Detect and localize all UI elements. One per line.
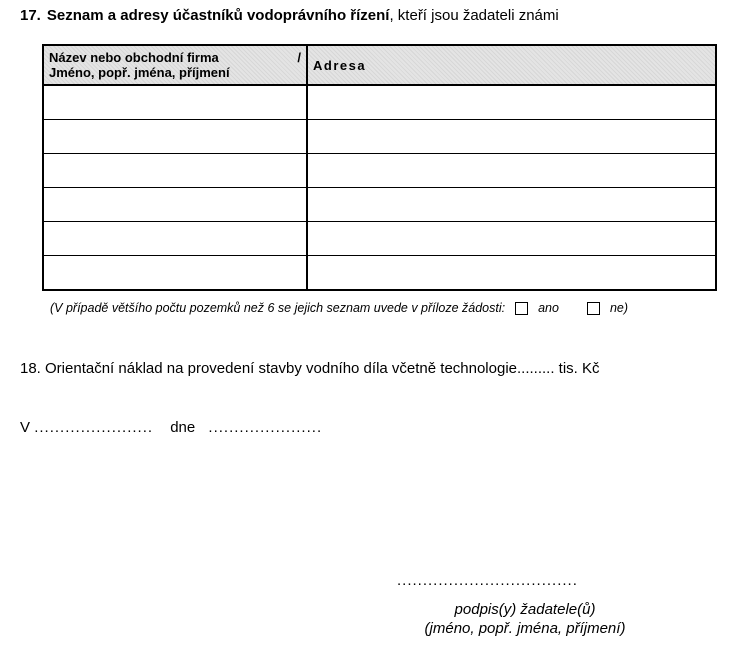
column-header-address: Adresa bbox=[307, 45, 716, 85]
no-checkbox[interactable] bbox=[587, 302, 600, 315]
date-field[interactable]: ...................... bbox=[208, 419, 323, 436]
section-number: 17. bbox=[20, 7, 41, 24]
cost-unit: tis. Kč bbox=[554, 360, 600, 377]
section-title-rest: , kteří jsou žadateli známi bbox=[389, 7, 559, 24]
date-prefix: dne bbox=[170, 419, 196, 436]
name-cell[interactable] bbox=[43, 85, 307, 120]
column-header-name-line1: Název nebo obchodní firma bbox=[49, 50, 219, 65]
cost-label: 18. Orientační náklad na provedení stavby vodního díla včetně technologie bbox=[20, 360, 517, 377]
address-cell[interactable] bbox=[307, 188, 716, 222]
signature-caption bbox=[390, 600, 660, 638]
attachment-note-text: (V případě většího počtu pozemků než 6 se jejich seznam uvede v příloze žádosti: bbox=[50, 301, 506, 315]
column-header-name-line2: Jméno, popř. jména, příjmení bbox=[49, 65, 230, 80]
address-cell[interactable] bbox=[307, 256, 716, 291]
signature-field[interactable]: ................................... bbox=[397, 572, 578, 589]
address-cell[interactable] bbox=[307, 85, 716, 120]
section-17-heading bbox=[20, 7, 559, 24]
name-cell[interactable] bbox=[43, 120, 307, 154]
place-date-line bbox=[20, 419, 322, 436]
name-cell[interactable] bbox=[43, 222, 307, 256]
table-row bbox=[43, 188, 716, 222]
table-row bbox=[43, 222, 716, 256]
table-header-row bbox=[43, 45, 716, 85]
name-cell[interactable] bbox=[43, 188, 307, 222]
table-row bbox=[43, 85, 716, 120]
table-row bbox=[43, 120, 716, 154]
place-prefix: V bbox=[20, 419, 31, 436]
signature-caption-line1: podpis(y) žadatele(ů) bbox=[454, 601, 596, 618]
signature-caption-line2: (jméno, popř. jména, příjmení) bbox=[424, 620, 626, 637]
column-header-name-slash: / bbox=[297, 50, 301, 65]
section-title-bold: Seznam a adresy účastníků vodoprávního řízení bbox=[46, 7, 390, 24]
address-cell[interactable] bbox=[307, 154, 716, 188]
table-row bbox=[43, 154, 716, 188]
yes-label: ano bbox=[538, 301, 559, 315]
name-cell[interactable] bbox=[43, 256, 307, 291]
name-cell[interactable] bbox=[43, 154, 307, 188]
section-18-cost bbox=[20, 360, 600, 377]
table-row bbox=[43, 256, 716, 291]
participants-table bbox=[42, 44, 717, 291]
address-cell[interactable] bbox=[307, 120, 716, 154]
address-cell[interactable] bbox=[307, 222, 716, 256]
no-label: ne) bbox=[609, 301, 629, 315]
attachment-note bbox=[50, 301, 628, 315]
place-field[interactable]: ....................... bbox=[34, 419, 154, 436]
cost-value-field[interactable]: ......... bbox=[517, 360, 555, 377]
column-header-name bbox=[43, 45, 307, 85]
yes-checkbox[interactable] bbox=[515, 302, 528, 315]
